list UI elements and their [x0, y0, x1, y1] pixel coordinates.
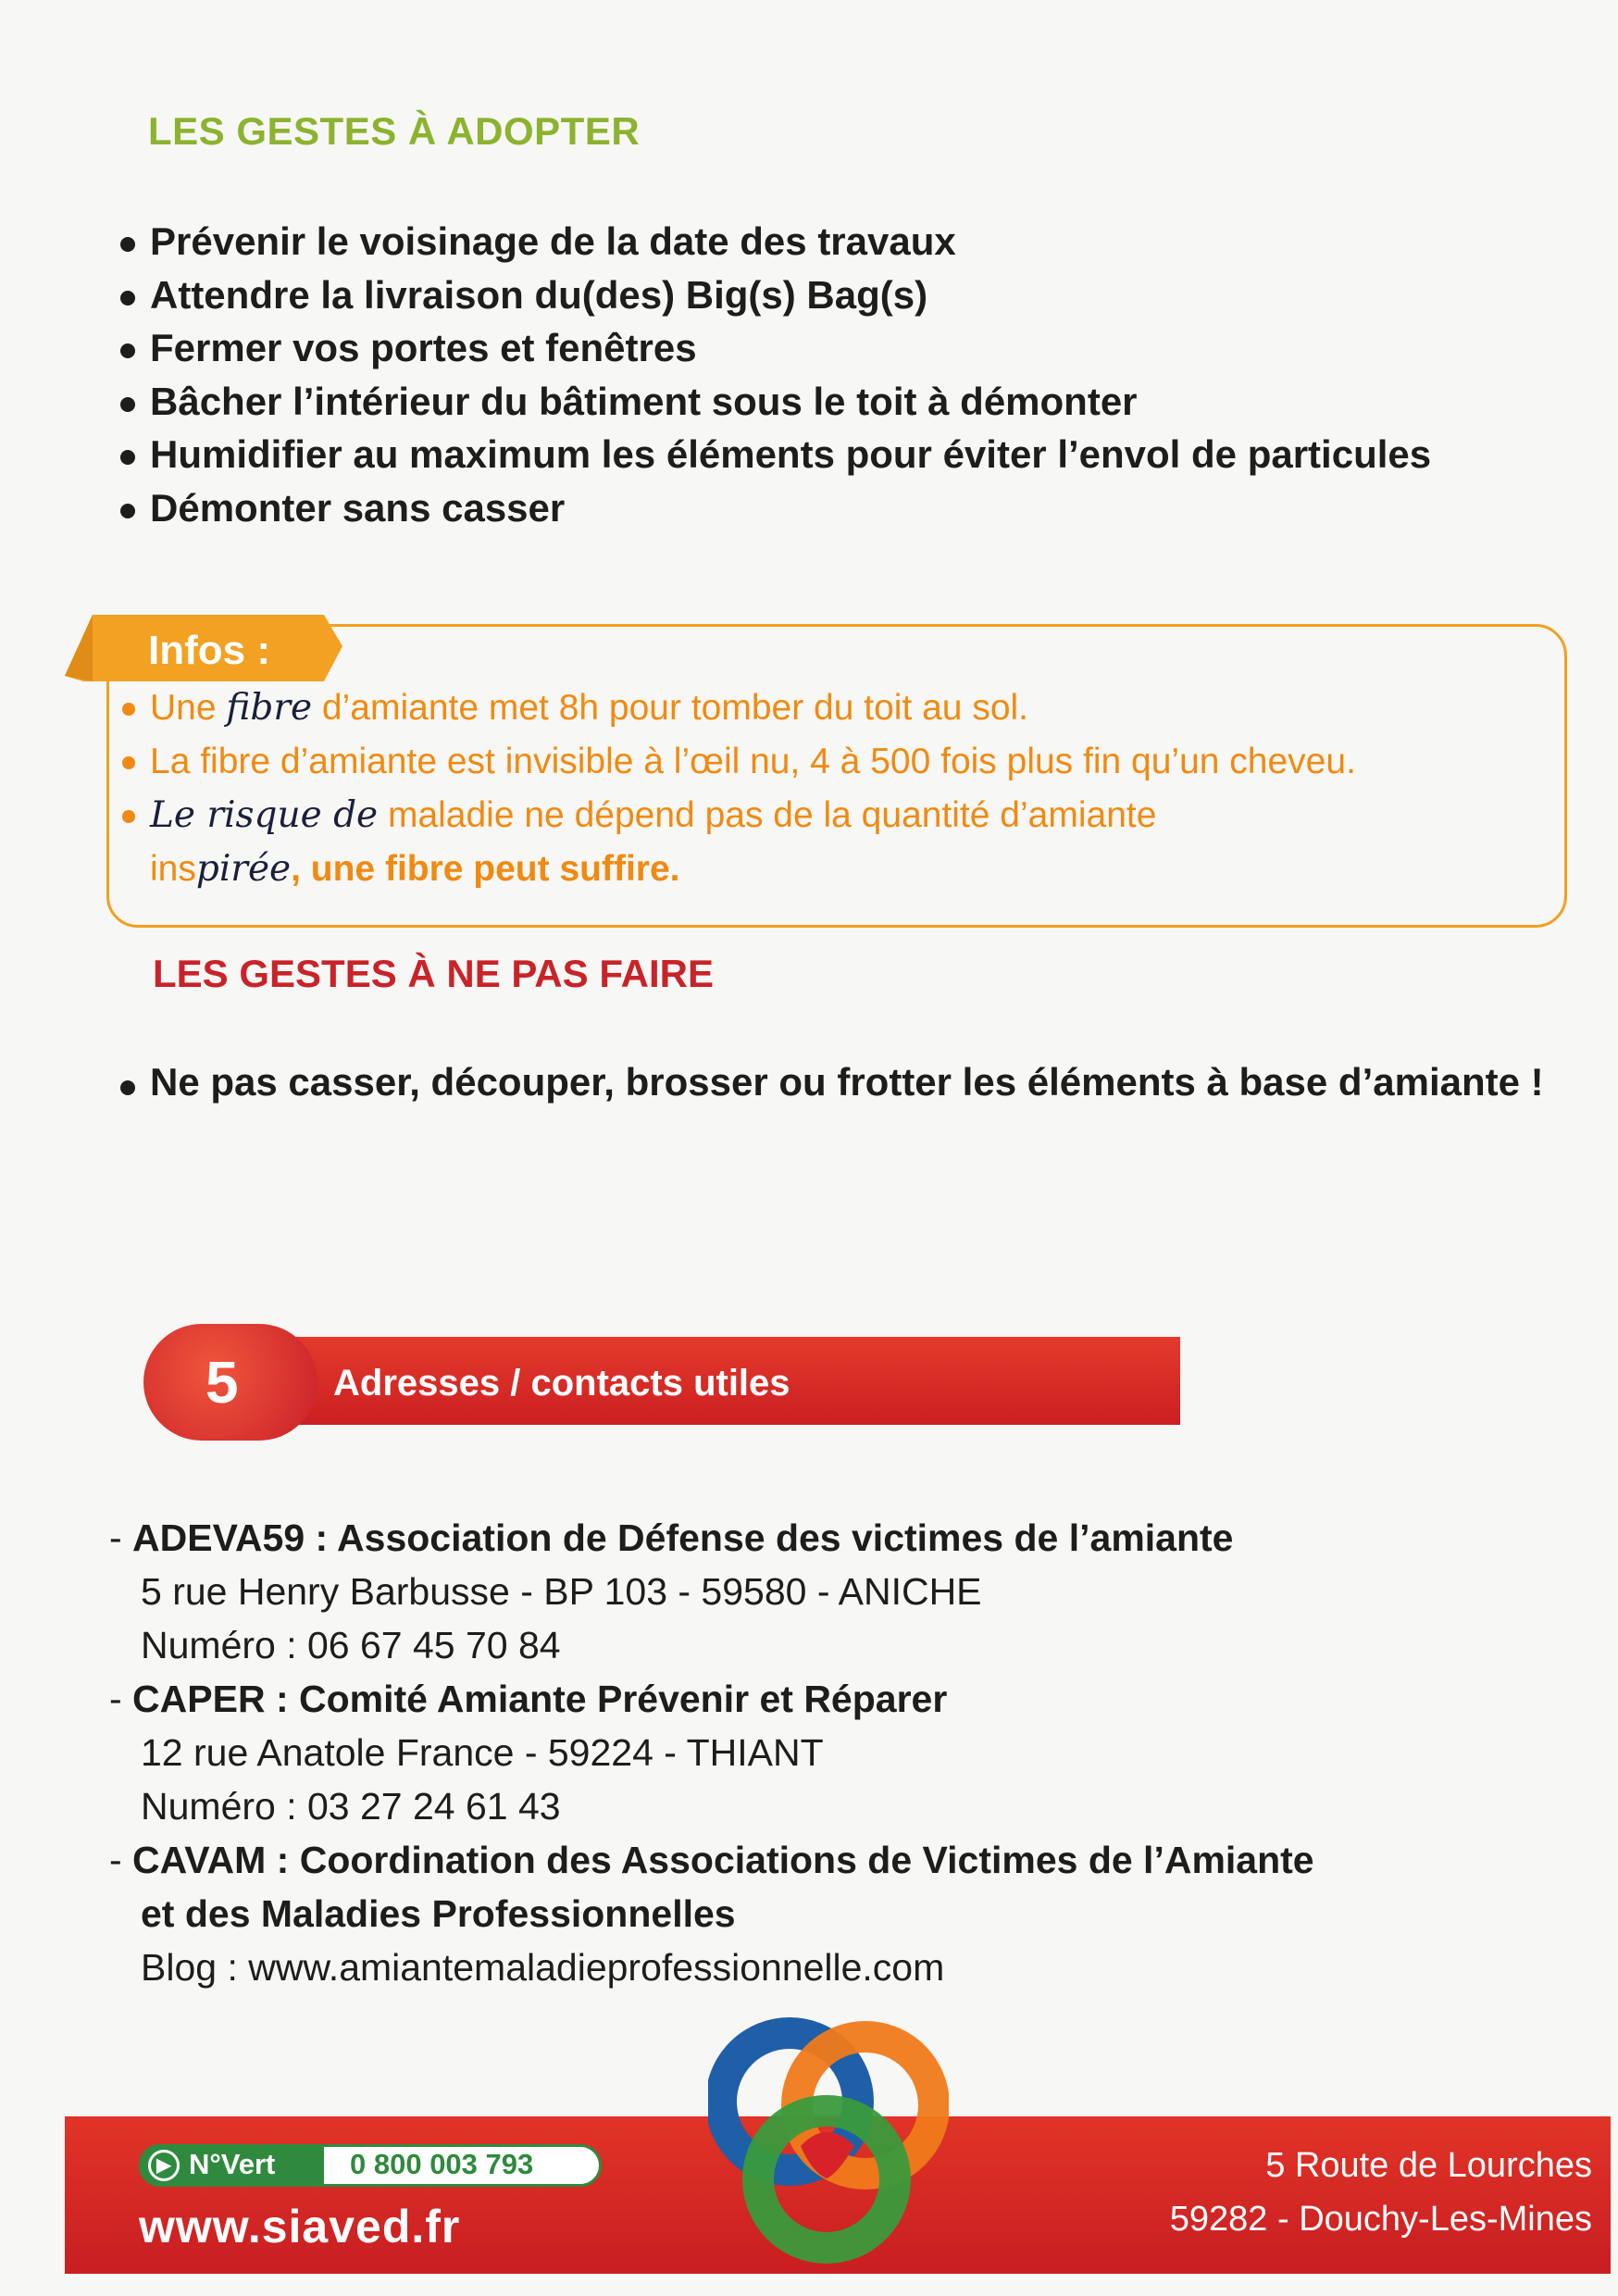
handwritten-note: pirée: [195, 848, 292, 890]
novert-label: N°Vert: [189, 2148, 276, 2180]
contact-phone: Numéro : 03 27 24 61 43: [141, 1785, 561, 1828]
contact-org-name: CAVAM : Coordination des Associations de Victimes de l’Amiante: [132, 1839, 1314, 1881]
website-link[interactable]: www.siaved.fr: [139, 2201, 461, 2252]
contact-org-continuation: et des Maladies Professionnelles: [141, 1892, 736, 1935]
info-text: ins: [150, 849, 196, 889]
info-text: , une fibre peut suffire.: [291, 849, 680, 889]
list-item: Ne pas casser, découper, brosser ou frotter les éléments à base d’amiante !: [111, 1055, 1601, 1109]
info-text: maladie ne dépend pas de la quantité d’amiante: [378, 795, 1157, 835]
list-item: La fibre d’amiante est invisible à l’œil nu, 4 à 500 fois plus fin qu’un cheveu.: [118, 735, 1356, 789]
contact-org: - CAVAM : Coordination des Associations de Victimes de l’Amiante: [109, 1839, 1314, 1881]
list-item: Humidifier au maximum les éléments pour éviter l’envol de particules: [111, 428, 1431, 481]
donts-heading: LES GESTES À NE PAS FAIRE: [153, 952, 715, 995]
list-item: Prévenir le voisinage de la date des travaux: [111, 215, 1431, 268]
infos-list: [118, 681, 1356, 896]
donts-list: [111, 1055, 1601, 1109]
handwritten-note: Le risque de: [150, 794, 379, 836]
contact-address: 5 rue Henry Barbusse - BP 103 - 59580 - ANICHE: [141, 1570, 982, 1613]
siaved-rings-logo: [708, 2016, 949, 2266]
section-title: Adresses / contacts utiles: [333, 1363, 790, 1404]
list-item: Démonter sans casser: [111, 481, 1431, 535]
contact-blog[interactable]: Blog : www.amiantemaladieprofessionnelle.com: [141, 1946, 945, 1989]
info-text: d’amiante met 8h pour tomber du toit au sol.: [312, 688, 1029, 728]
info-text: Une: [150, 688, 227, 728]
infos-label: Infos :: [148, 628, 270, 673]
dos-heading: LES GESTES À ADOPTER: [148, 109, 641, 153]
dos-list: [111, 215, 1431, 534]
play-circle-icon: ▶: [148, 2150, 180, 2181]
list-item: [118, 789, 1356, 842]
list-item: [118, 681, 1356, 735]
contact-org-name: CAPER : Comité Amiante Prévenir et Réparer: [132, 1678, 948, 1720]
contact-org-name: ADEVA59 : Association de Défense des victimes de l’amiante: [132, 1516, 1234, 1559]
list-item: Fermer vos portes et fenêtres: [111, 321, 1431, 375]
handwritten-note: fibre: [226, 687, 313, 729]
contact-address: 12 rue Anatole France - 59224 - THIANT: [141, 1731, 824, 1774]
list-item: Bâcher l’intérieur du bâtiment sous le toit à démonter: [111, 375, 1431, 429]
contact-org: - CAPER : Comité Amiante Prévenir et Réparer: [109, 1678, 948, 1720]
contacts-list: [109, 1511, 1314, 1994]
novert-number[interactable]: 0 800 003 793: [350, 2148, 534, 2180]
contact-org: - ADEVA59 : Association de Défense des victimes de l’amiante: [109, 1516, 1234, 1559]
list-item: Attendre la livraison du(des) Big(s) Bag(s): [111, 268, 1431, 322]
list-item-continuation: [118, 842, 1356, 896]
footer-address-street: 5 Route de Lourches: [1265, 2146, 1592, 2185]
section-number: 5: [205, 1349, 239, 1416]
footer-address-city: 59282 - Douchy-Les-Mines: [1169, 2200, 1592, 2239]
contact-phone: Numéro : 06 67 45 70 84: [141, 1624, 561, 1666]
